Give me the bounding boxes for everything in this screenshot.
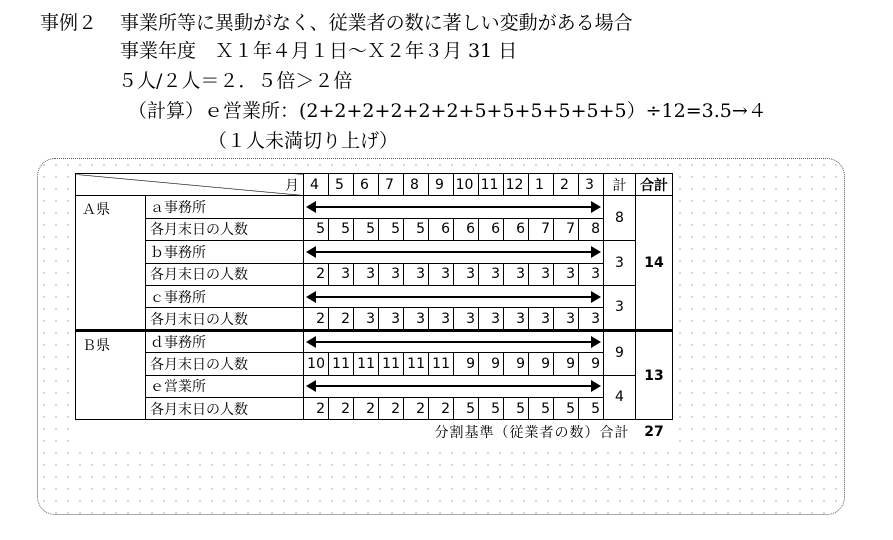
double-arrow-icon — [306, 246, 601, 258]
monthly-count: 3 — [429, 308, 454, 330]
office-row — [76, 241, 673, 263]
monthly-count: 2 — [329, 308, 354, 330]
employee-count-table — [75, 173, 673, 444]
count-label: 各月末日の人数 — [146, 218, 304, 240]
monthly-count: 3 — [379, 308, 404, 330]
monthly-count: 11 — [404, 353, 429, 375]
month-header: 3 — [579, 174, 604, 196]
monthly-count: 3 — [579, 308, 604, 330]
period-arrow-cell — [304, 375, 604, 397]
monthly-count: 9 — [504, 353, 529, 375]
count-label: 各月末日の人数 — [146, 397, 304, 419]
period-arrow-cell — [304, 285, 604, 307]
double-arrow-icon — [306, 291, 601, 303]
monthly-count: 9 — [529, 353, 554, 375]
monthly-count: 3 — [329, 263, 354, 285]
monthly-count: 3 — [479, 263, 504, 285]
monthly-count: 6 — [454, 218, 479, 240]
monthly-count: 3 — [479, 308, 504, 330]
monthly-count: 2 — [354, 397, 379, 419]
monthly-count: 3 — [504, 308, 529, 330]
arrow-line — [309, 251, 598, 253]
monthly-count: 2 — [404, 397, 429, 419]
month-header: 12 — [504, 174, 529, 196]
rounding-note: （１人未満切り上げ） — [208, 130, 399, 152]
monthly-count: 3 — [404, 263, 429, 285]
monthly-count: 11 — [354, 353, 379, 375]
calculation-line: （計算）ｅ営業所：(2+2+2+2+2+2+5+5+5+5+5+5）÷12=3.5→４ — [128, 100, 767, 122]
double-arrow-icon — [306, 336, 601, 348]
arrow-right-head — [591, 201, 601, 213]
double-arrow-icon — [306, 201, 601, 213]
prefecture-name: Ａ県 — [76, 196, 146, 330]
monthly-count: 2 — [379, 397, 404, 419]
arrow-right-head — [591, 336, 601, 348]
period-arrow-cell — [304, 196, 604, 218]
month-header: 11 — [479, 174, 504, 196]
month-header-cell: 月 — [76, 174, 304, 196]
monthly-count: 9 — [554, 353, 579, 375]
monthly-count: 6 — [504, 218, 529, 240]
period-arrow-cell — [304, 241, 604, 263]
monthly-count: 6 — [429, 218, 454, 240]
office-name: ａ事務所 — [146, 196, 304, 218]
monthly-count: 3 — [404, 308, 429, 330]
monthly-count: 3 — [454, 263, 479, 285]
monthly-count: 3 — [354, 263, 379, 285]
count-row — [76, 218, 673, 240]
monthly-count: 3 — [429, 263, 454, 285]
monthly-count: 8 — [579, 218, 604, 240]
monthly-count: 2 — [429, 397, 454, 419]
arrow-line — [309, 385, 598, 387]
count-row — [76, 397, 673, 419]
table-body — [76, 174, 673, 444]
period-arrow-cell — [304, 330, 604, 352]
gokei-header: 合計 — [636, 174, 673, 196]
monthly-count: 5 — [454, 397, 479, 419]
month-header: 8 — [404, 174, 429, 196]
monthly-count: 5 — [529, 397, 554, 419]
office-name: ｂ事務所 — [146, 241, 304, 263]
office-kei: 8 — [604, 196, 636, 241]
monthly-count: 2 — [329, 397, 354, 419]
monthly-count: 3 — [579, 263, 604, 285]
monthly-count: 5 — [329, 218, 354, 240]
monthly-count: 3 — [454, 308, 479, 330]
kei-header: 計 — [604, 174, 636, 196]
monthly-count: 3 — [554, 263, 579, 285]
office-row — [76, 285, 673, 307]
count-label: 各月末日の人数 — [146, 308, 304, 330]
month-header: 7 — [379, 174, 404, 196]
case-label: 事例２ — [40, 12, 98, 34]
monthly-count: 9 — [454, 353, 479, 375]
monthly-count: 5 — [504, 397, 529, 419]
monthly-count: 5 — [554, 397, 579, 419]
monthly-count: 5 — [379, 218, 404, 240]
office-name: ｅ営業所 — [146, 375, 304, 397]
monthly-count: 11 — [379, 353, 404, 375]
count-row — [76, 353, 673, 375]
arrow-right-head — [591, 380, 601, 392]
footer-row — [76, 420, 673, 444]
count-row — [76, 263, 673, 285]
office-name: ｄ事務所 — [146, 330, 304, 352]
fiscal-year: 事業年度 Ｘ１年４月１日～Ｘ２年３月 31 日 — [120, 40, 518, 62]
monthly-count: 5 — [304, 218, 329, 240]
monthly-count: 2 — [304, 308, 329, 330]
monthly-count: 2 — [304, 263, 329, 285]
month-header: 1 — [529, 174, 554, 196]
ratio-line: ５人/２人＝２．５倍＞２倍 — [118, 70, 353, 92]
count-label: 各月末日の人数 — [146, 353, 304, 375]
monthly-count: 5 — [354, 218, 379, 240]
month-header: 5 — [329, 174, 354, 196]
monthly-count: 5 — [579, 397, 604, 419]
monthly-count: 7 — [554, 218, 579, 240]
arrow-line — [309, 341, 598, 343]
office-kei: 3 — [604, 285, 636, 330]
office-kei: 3 — [604, 241, 636, 286]
office-row — [76, 375, 673, 397]
office-kei: 4 — [604, 375, 636, 420]
case-title: 事業所等に異動がなく、従業者の数に著しい変動がある場合 — [120, 12, 633, 34]
double-arrow-icon — [306, 380, 601, 392]
monthly-count: 11 — [429, 353, 454, 375]
prefecture-total: 14 — [636, 196, 673, 330]
arrow-line — [309, 296, 598, 298]
case-heading — [40, 12, 633, 34]
monthly-count: 3 — [529, 308, 554, 330]
monthly-count: 5 — [479, 397, 504, 419]
monthly-count: 3 — [554, 308, 579, 330]
count-label: 各月末日の人数 — [146, 263, 304, 285]
footer-total: 27 — [644, 424, 664, 441]
arrow-right-head — [591, 246, 601, 258]
monthly-count: 11 — [329, 353, 354, 375]
monthly-count: 3 — [529, 263, 554, 285]
month-header: 2 — [554, 174, 579, 196]
monthly-count: 9 — [579, 353, 604, 375]
monthly-count: 6 — [479, 218, 504, 240]
month-header: 4 — [304, 174, 329, 196]
table-header-row — [76, 174, 673, 196]
monthly-count: 2 — [304, 397, 329, 419]
monthly-count: 5 — [404, 218, 429, 240]
footer-label: 分割基準（従業者の数）合計 — [434, 425, 630, 442]
office-name: ｃ事務所 — [146, 285, 304, 307]
month-header: 9 — [429, 174, 454, 196]
monthly-count: 10 — [304, 353, 329, 375]
arrow-right-head — [591, 291, 601, 303]
month-header: 10 — [454, 174, 479, 196]
monthly-count: 7 — [529, 218, 554, 240]
office-kei: 9 — [604, 330, 636, 375]
monthly-count: 3 — [379, 263, 404, 285]
table-wrapper — [75, 173, 673, 444]
office-row — [76, 330, 673, 352]
office-row — [76, 196, 673, 218]
prefecture-name: Ｂ県 — [76, 330, 146, 420]
month-header: 6 — [354, 174, 379, 196]
monthly-count: 3 — [504, 263, 529, 285]
monthly-count: 3 — [354, 308, 379, 330]
prefecture-total: 13 — [636, 330, 673, 420]
monthly-count: 9 — [479, 353, 504, 375]
count-row — [76, 308, 673, 330]
arrow-line — [309, 206, 598, 208]
